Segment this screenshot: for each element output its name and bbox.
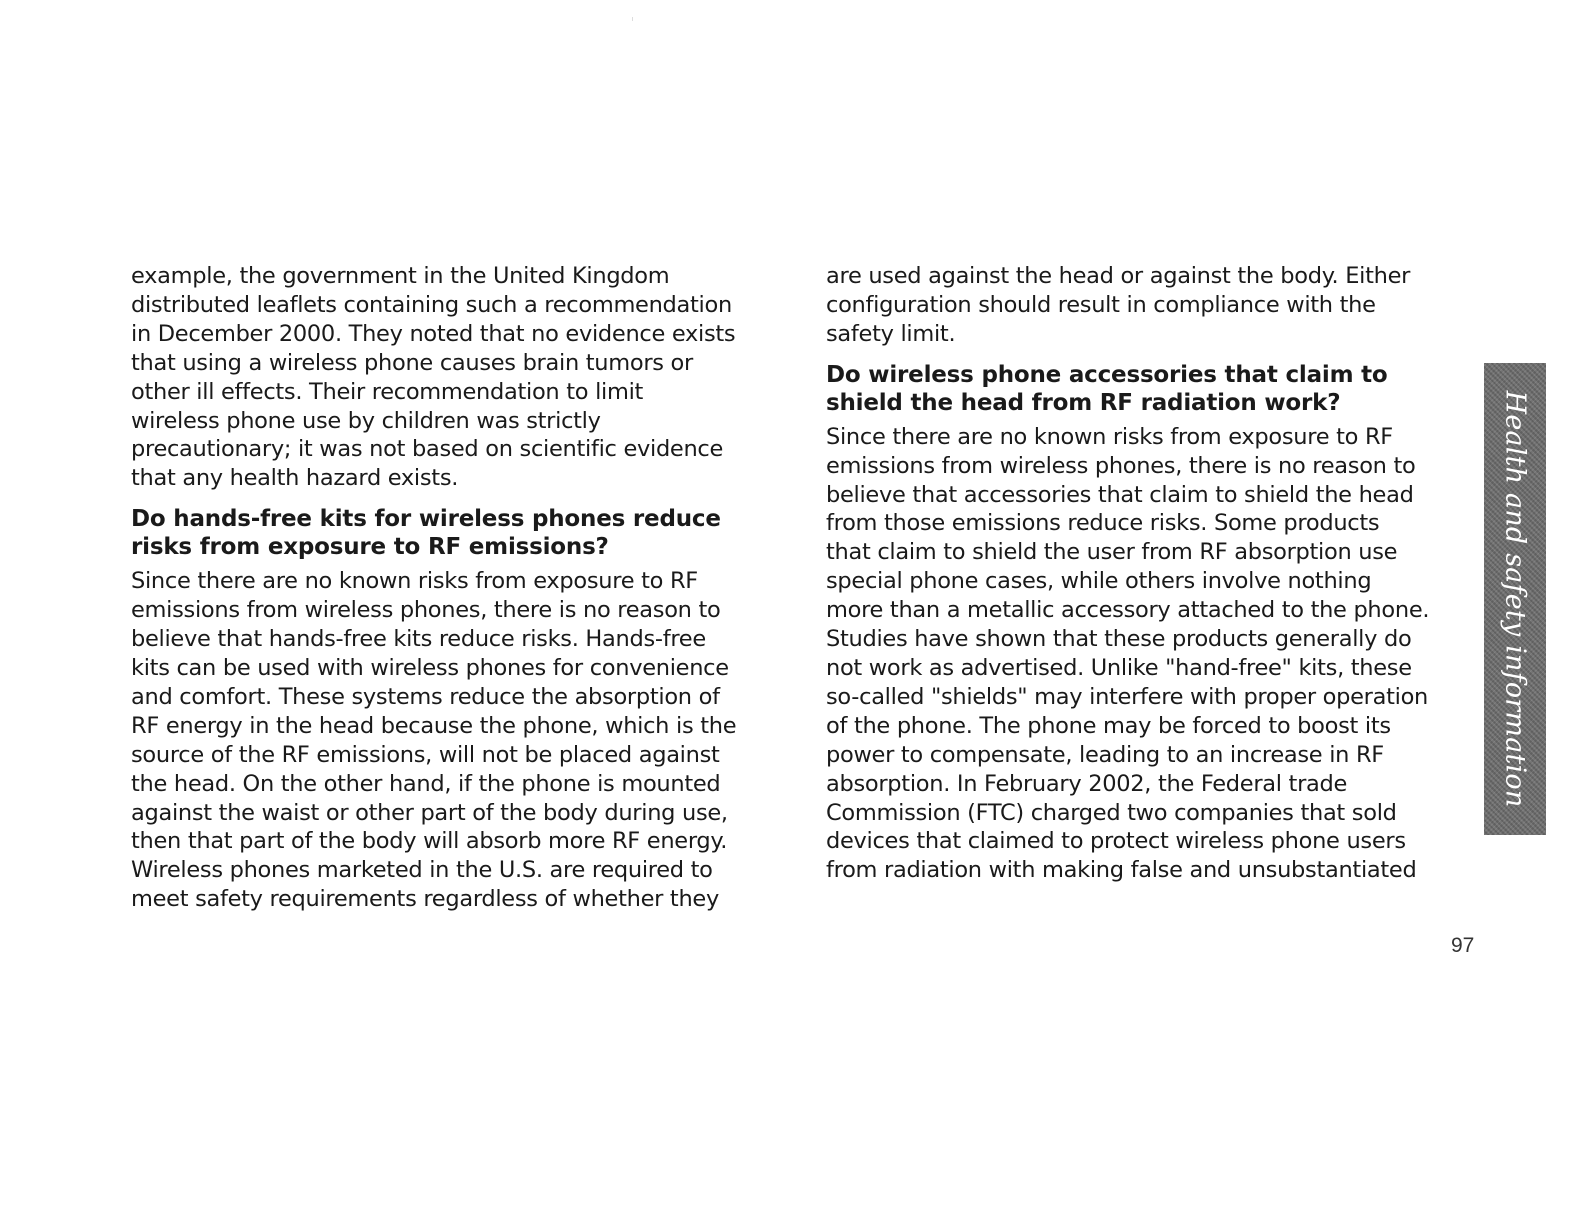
- text-line: believe that accessories that claim to shield the head: [826, 481, 1414, 508]
- text-line: of the phone. The phone may be forced to boost its: [826, 712, 1391, 739]
- left-paragraph-1: [131, 262, 771, 493]
- text-line: kits can be used with wireless phones for convenience: [131, 654, 729, 681]
- text-line: from those emissions reduce risks. Some products: [826, 510, 1380, 537]
- text-line: power to compensate, leading to an increase in RF: [826, 741, 1384, 768]
- text-line: configuration should result in compliance with the: [826, 291, 1376, 318]
- text-line: wireless phone use by children was strictly: [131, 407, 601, 434]
- text-line: devices that claimed to protect wireless phone users: [826, 828, 1406, 855]
- text-line: RF energy in the head because the phone, which is the: [131, 712, 737, 739]
- text-line: Since there are no known risks from exposure to RF: [826, 423, 1393, 450]
- left-column: [131, 262, 771, 914]
- text-line: precautionary; it was not based on scientific evidence: [131, 436, 724, 463]
- text-line: are used against the head or against the body. Either: [826, 263, 1411, 289]
- text-line: Since there are no known risks from exposure to RF: [131, 568, 698, 595]
- right-column: [826, 262, 1466, 885]
- text-line: distributed leaflets containing such a recommendation: [131, 291, 732, 318]
- right-paragraph-2: [826, 423, 1466, 886]
- text-line: emissions from wireless phones, there is no reason to: [826, 452, 1416, 479]
- text-line: Commission (FTC) charged two companies that sold: [826, 799, 1397, 826]
- section-side-tab: [1484, 363, 1546, 835]
- right-section-heading: [826, 361, 1466, 417]
- text-line: so-called "shields" may interfere with proper operation: [826, 683, 1429, 710]
- text-line: Wireless phones marketed in the U.S. are required to: [131, 857, 713, 884]
- heading-line: Do hands-free kits for wireless phones reduce: [131, 506, 721, 533]
- text-line: meet safety requirements regardless of whether they: [131, 886, 719, 913]
- left-paragraph-2: [131, 567, 771, 914]
- text-line: safety limit.: [826, 320, 956, 347]
- text-line: special phone cases, while others involve nothing: [826, 568, 1372, 595]
- heading-line: shield the head from RF radiation work?: [826, 389, 1341, 416]
- text-line: against the waist or other part of the body during use,: [131, 799, 728, 826]
- text-line: absorption. In February 2002, the Federal trade: [826, 770, 1348, 797]
- text-line: that using a wireless phone causes brain tumors or: [131, 349, 693, 376]
- text-line: more than a metallic accessory attached to the phone.: [826, 597, 1430, 624]
- text-line: that claim to shield the user from RF absorption use: [826, 539, 1398, 566]
- text-line: believe that hands-free kits reduce risks. Hands-free: [131, 626, 706, 653]
- text-line: from radiation with making false and unsubstantiated: [826, 857, 1417, 884]
- text-line: other ill effects. Their recommendation to limit: [131, 378, 644, 405]
- text-line: the head. On the other hand, if the phone is mounted: [131, 770, 721, 797]
- scan-mark: [632, 17, 633, 21]
- page-number: 97: [1451, 934, 1475, 957]
- heading-line: risks from exposure to RF emissions?: [131, 534, 609, 561]
- text-line: emissions from wireless phones, there is no reason to: [131, 597, 721, 624]
- side-tab-label: Health and safety information: [1499, 390, 1531, 808]
- text-line: not work as advertised. Unlike "hand-free" kits, these: [826, 654, 1412, 681]
- heading-line: Do wireless phone accessories that claim to: [826, 361, 1388, 388]
- text-line: example, the government in the United Kingdom: [131, 263, 670, 289]
- text-line: Studies have shown that these products generally do: [826, 626, 1412, 653]
- left-section-heading: [131, 505, 771, 561]
- text-line: then that part of the body will absorb more RF energy.: [131, 828, 728, 855]
- text-line: and comfort. These systems reduce the absorption of: [131, 683, 720, 710]
- text-line: in December 2000. They noted that no evidence exists: [131, 320, 736, 347]
- right-paragraph-1: [826, 262, 1466, 349]
- text-line: that any health hazard exists.: [131, 465, 459, 492]
- text-line: source of the RF emissions, will not be placed against: [131, 741, 720, 768]
